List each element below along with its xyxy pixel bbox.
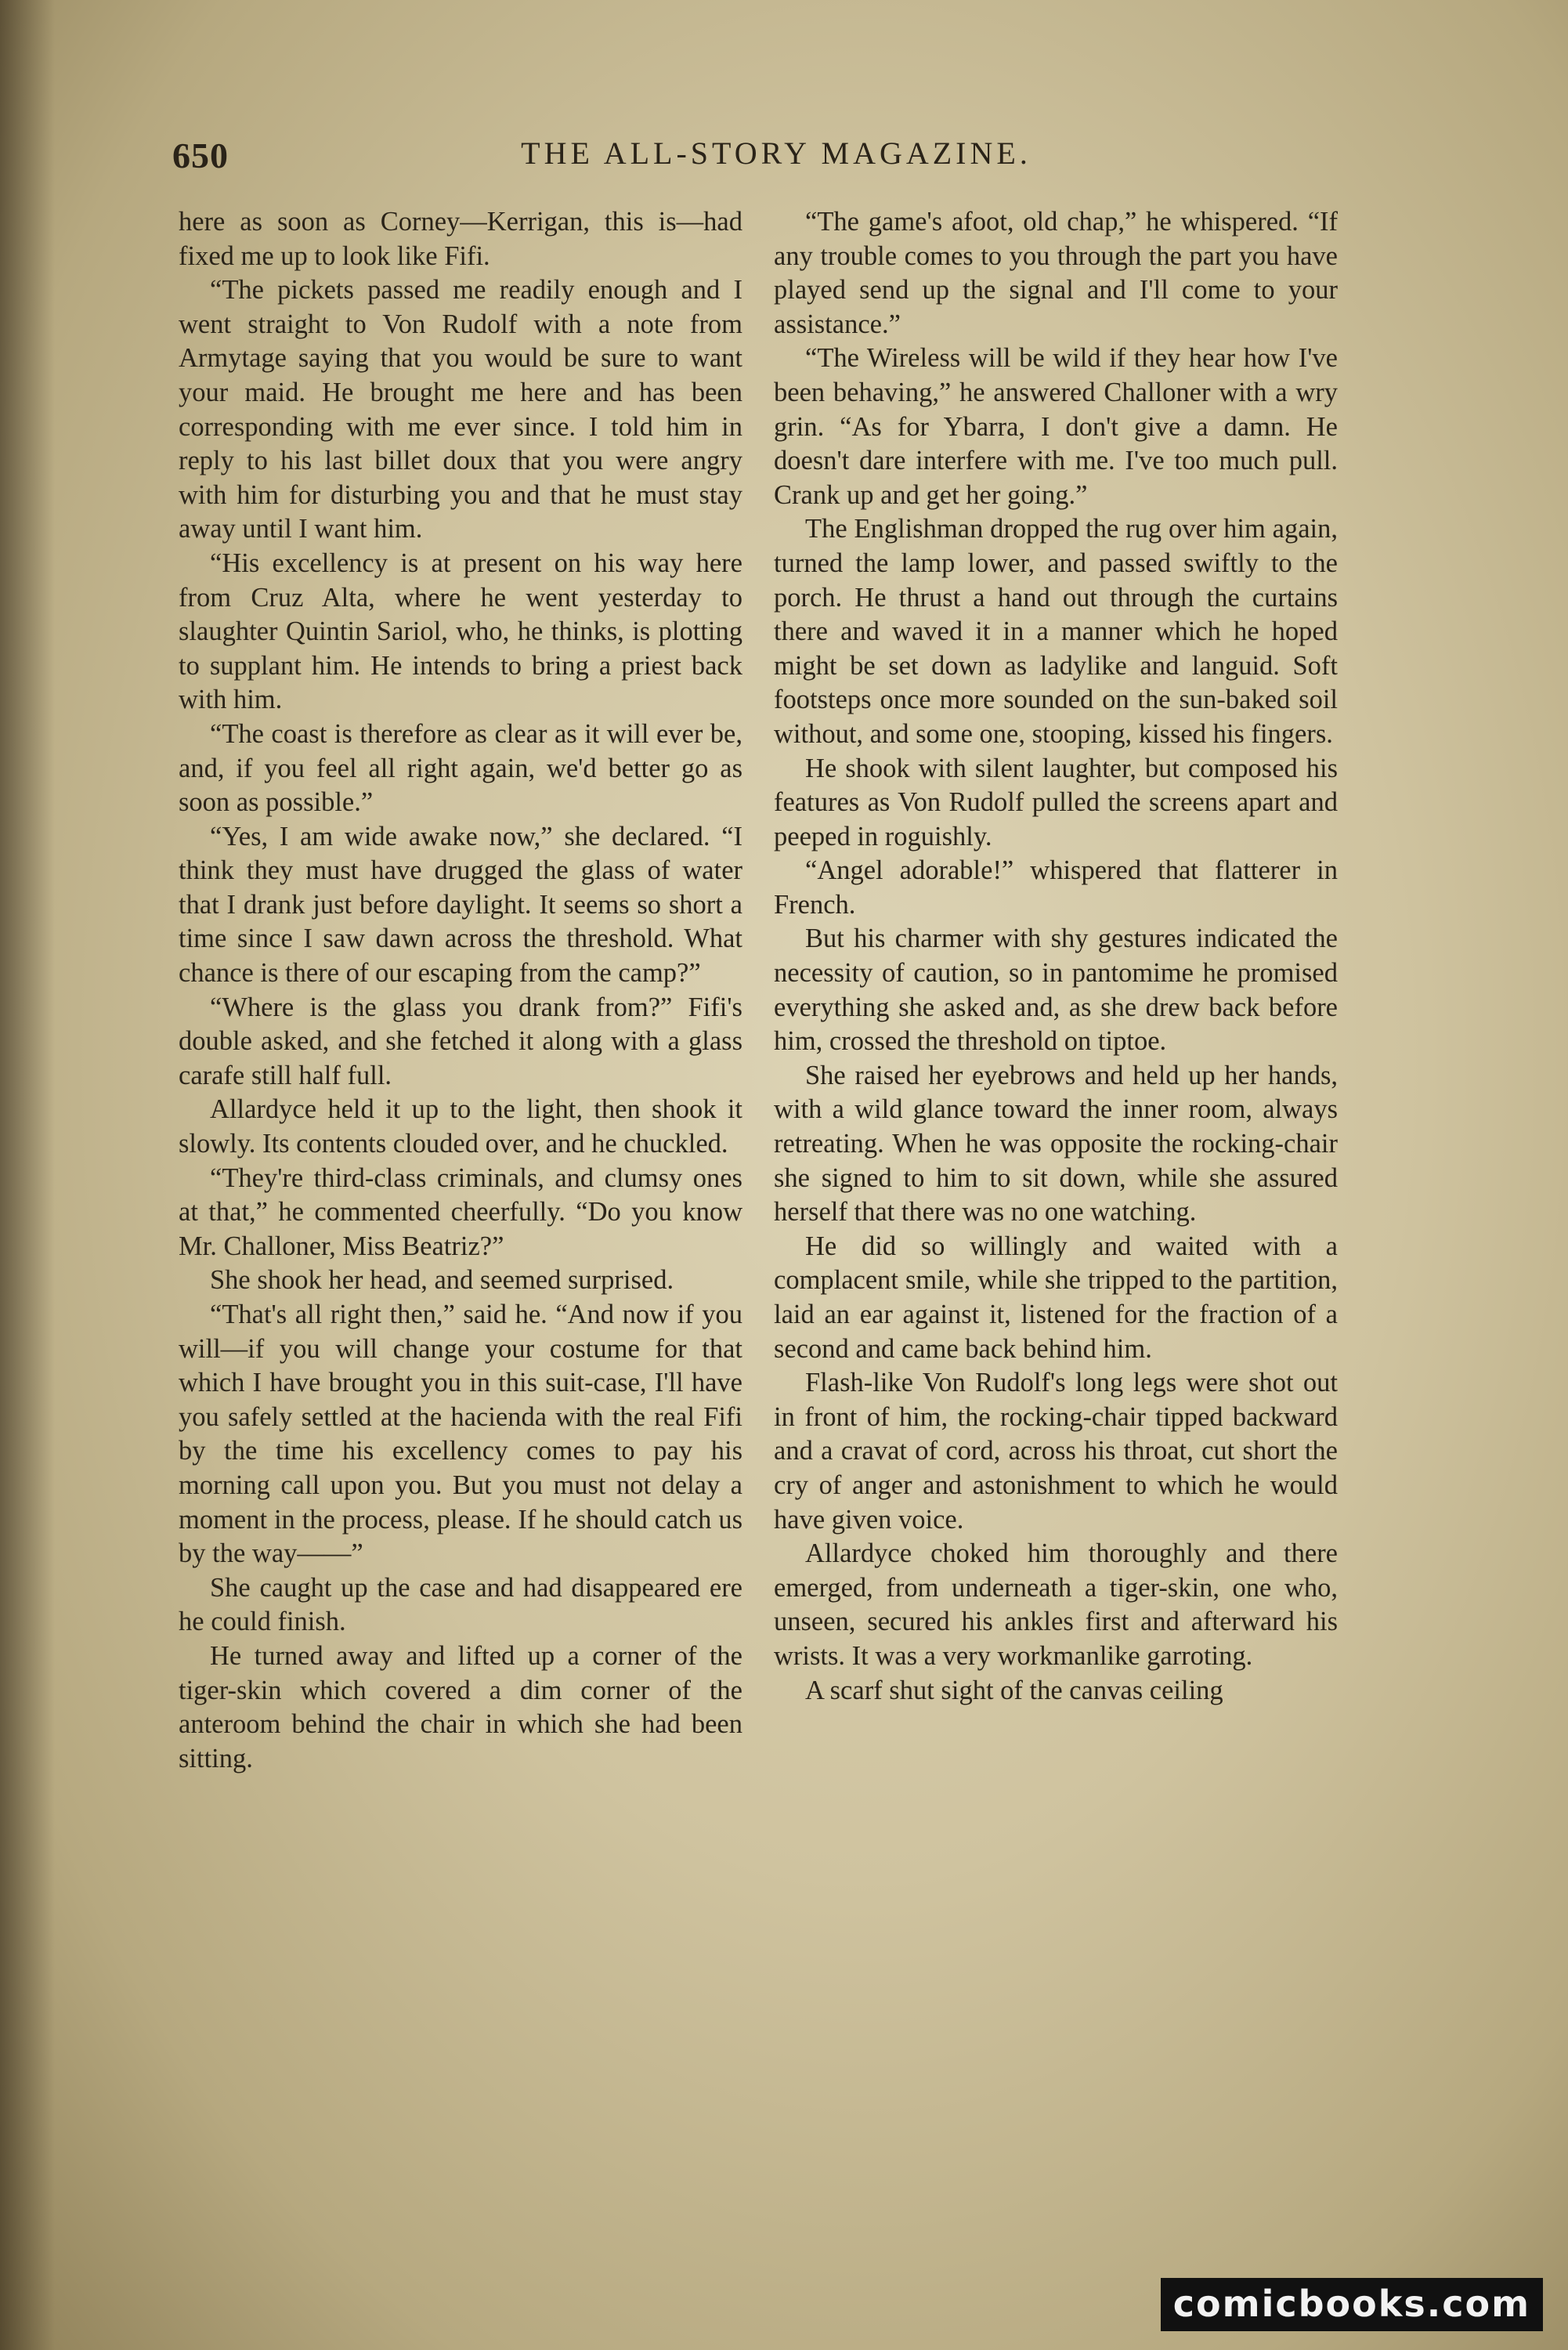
paragraph: “Where is the glass you drank from?” Fifi's double asked, and she fetched it along with a glass carafe still half full. [179,992,742,1090]
paragraph: “The pickets passed me readily enough and I went straight to Von Rudolf with a note from Armytage saying that you would be sure to want your maid. He brought me here and has been corresponding with me ever since. I told him in reply to his last billet doux that you were angry with him for disturbing you and that he must stay away until I want him. [179,275,742,544]
page-number: 650 [172,136,229,175]
paragraph: here as soon as Corney—Kerrigan, this is—had fixed me up to look like Fifi. [179,207,742,271]
paragraph: A scarf shut sight of the canvas ceiling [805,1675,1223,1705]
paragraph: “His excellency is at present on his way here from Cruz Alta, where he went yesterday to slaughter Quintin Sariol, who, he thinks, is plotting to supplant him. He intends to bring a priest back with him. [179,548,742,715]
paragraph: He did so willingly and waited with a complacent smile, while she tripped to the partition, laid an ear against it, listened for the fraction of a second and came back behind him. [774,1231,1338,1364]
paragraph: He turned away and lifted up a corner of the tiger-skin which covered a dim corner of the anteroom behind the chair in which she had been sitting. [179,1640,742,1773]
paragraph: Flash-like Von Rudolf's long legs were shot out in front of him, the rocking-chair tipped backward and a cravat of cord, across his throat, cut short the cry of anger and astonishment to which he would have given voice. [774,1368,1338,1535]
paragraph: But his charmer with shy gestures indicated the necessity of caution, so in pantomime he promised everything she asked and, as she drew back before him, crossed the threshold on tiptoe. [774,924,1338,1057]
paragraph: She shook her head, and seemed surprised. [210,1265,674,1296]
site-watermark: comicbooks.com [1161,2278,1543,2331]
paragraph: “They're third-class criminals, and clumsy ones at that,” he commented cheerfully. “Do you know Mr. Challoner, Miss Beatriz?” [179,1162,742,1261]
paragraph: “The coast is therefore as clear as it will ever be, and, if you feel all right again, we'd better go as soon as possible.” [179,718,742,818]
paragraph: “Angel adorable!” whispered that flatterer in French. [774,855,1338,920]
left-column [179,205,742,1776]
paragraph: The Englishman dropped the rug over him again, turned the lamp lower, and passed swiftly to the porch. He thrust a hand out through the curtains there and waved it in a manner which he hoped might be set down as ladylike and languid. Soft footsteps once more sounded on the sun-baked soil without, and some one, stooping, kissed his fingers. [774,514,1338,749]
paragraph: Allardyce choked him thoroughly and there emerged, from underneath a tiger-skin, one who, unseen, secured his ankles first and afterward his wrists. It was a very workmanlike garroting. [774,1538,1338,1671]
paragraph: “Yes, I am wide awake now,” she declared. “I think they must have drugged the glass of water that I drank just before daylight. It seems so short a time since I saw dawn across the threshold. What chance is there of our escaping from the camp?” [179,821,742,989]
paragraph: He shook with silent laughter, but composed his features as Von Rudolf pulled the screens apart and peeped in roguishly. [774,753,1338,851]
page-header [172,135,1380,190]
paragraph: She caught up the case and had disappeared ere he could finish. [179,1572,742,1637]
paragraph: “The game's afoot, old chap,” he whispered. “If any trouble comes to you through the part you have played send up the signal and I'll come to your assistance.” [774,207,1338,339]
paragraph: Allardyce held it up to the light, then shook it slowly. Its contents clouded over, and he chuckled. [179,1094,742,1159]
paragraph: “That's all right then,” said he. “And now if you will—if you will change your costume for that which I have brought you in this suit-case, I'll have you safely settled at the hacienda with the real Fifi by the time his excellency comes to pay his morning call upon you. But you must not delay a moment in the process, please. If he should catch us by the way——” [179,1300,742,1569]
running-head: THE ALL-STORY MAGAZINE. [521,136,1031,171]
right-column [774,205,1338,1708]
paragraph: “The Wireless will be wild if they hear how I've been behaving,” he answered Challoner with a wry grin. “As for Ybarra, I don't give a damn. He doesn't dare interfere with me. I've too much pull. Crank up and get her going.” [774,343,1338,510]
paragraph: She raised her eyebrows and held up her hands, with a wild glance toward the inner room, always retreating. When he was opposite the rocking-chair she signed to him to sit down, while she assured herself that there was no one watching. [774,1060,1338,1227]
